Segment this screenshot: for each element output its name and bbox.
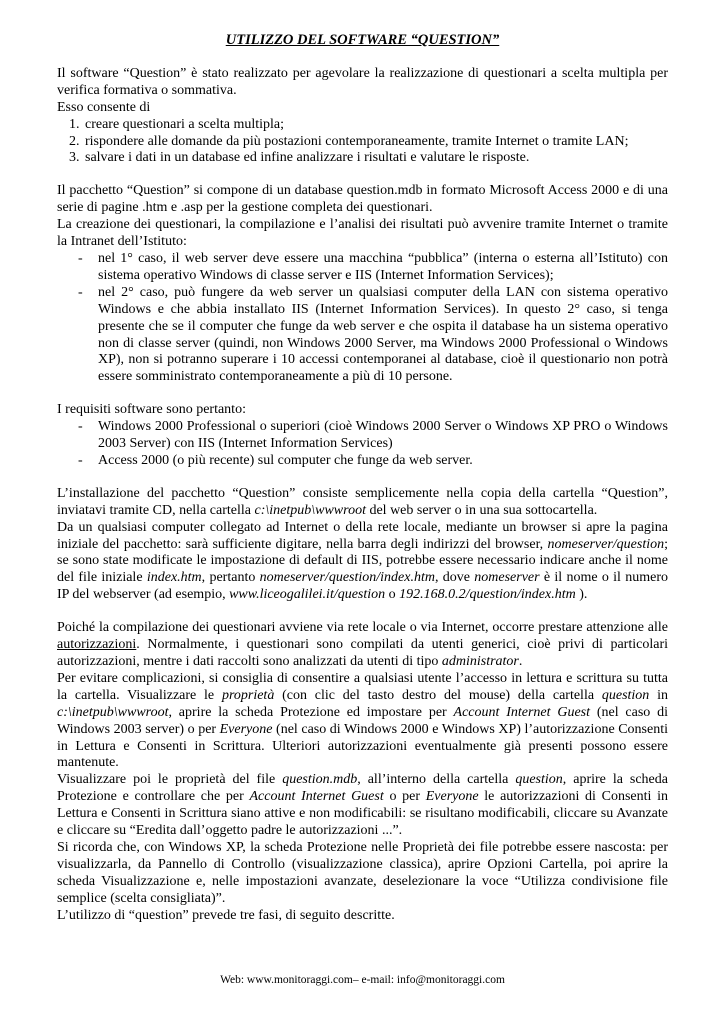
autorizzazioni-link[interactable]: autorizzazioni xyxy=(57,637,137,653)
list-item: 3. salvare i dati in un database ed infine analizzare i risultati e valutare le risposte. xyxy=(83,150,668,167)
requirements-list xyxy=(57,419,668,470)
list-item: - nel 1° caso, il web server deve essere una macchina “pubblica” (interna o esterna all’Istituto) con sistema operativo Windows di classe server e IIS (Internet Information Services); xyxy=(57,251,668,285)
permissions-paragraph: Poiché la compilazione dei questionari avviene via rete locale o via Internet, occorre prestare attenzione alle autorizzazioni. Normalmente, i questionari sono compilati da utenti generici, cioè privi di particolari autorizzazioni, mentre i dati raccolti sono analizzati da utenti di tipo administrator. xyxy=(57,620,668,669)
permissions-paragraph: Per evitare complicazioni, si consiglia di consentire a qualsiasi utente l’accesso in lettura e scrittura su tutta la cartella. Visualizzare le proprietà (con clic del tasto destro del mouse) della cartella question in c:\inetpub\wwwroot, aprire la scheda Protezione ed impostare per Account Internet Guest (nel caso di Windows 2003 server) o per Everyone (nel caso di Windows 2000 e Windows XP) l’autorizzazione Consenti in Lettura e Consenti in Scrittura. Ulteriori autorizzazioni eventualmente già presenti possono essere mantenute. xyxy=(57,670,668,771)
list-item: - nel 2° caso, può fungere da web server un qualsiasi computer della LAN con sistema operativo Windows e che abbia installato IIS (Internet Information Services). In questo 2° caso, si tenga presente che se il computer che funge da web server e che ospita il database ha un sistema operativo non di classe server (quindi, non Windows 2000 Server, ma Windows 2000 Professional o Windows XP), non si potranno superare i 10 accessi contemporanei al database, cioè il questionario non potrà essere somministrato contemporaneamente a più di 10 persone. xyxy=(57,285,668,386)
xp-note-paragraph: Si ricorda che, con Windows XP, la scheda Protezione nelle Proprietà dei file potrebbe essere nascosta: per visualizzarla, da Pannello di Controllo (visualizzazione classica), aprire Opzioni Cartella, poi aprire la scheda Visualizzazione e, nelle impostazioni avanzate, deselezionare la voce “Utilizza condivisione file semplice (scelta consigliata)”. xyxy=(57,839,668,906)
package-paragraph: Il pacchetto “Question” si compone di un database question.mdb in formato Microsoft Access 2000 e di una serie di pagine .htm e .asp per la gestione completa dei questionari. xyxy=(57,183,668,216)
page-footer: Web: www.monitoraggi.com– e-mail: info@monitoraggi.com xyxy=(220,974,505,986)
document-page xyxy=(57,32,668,925)
page-title: UTILIZZO DEL SOFTWARE “QUESTION” xyxy=(225,32,500,48)
permissions-paragraph: Visualizzare poi le proprietà del file question.mdb, all’interno della cartella question, aprire la scheda Protezione e controllare che per Account Internet Guest o per Everyone le autorizzazioni di Consenti in Lettura e Consenti in Scrittura siano attive e non modificabili: se risultano modificabili, cliccare su Avanzate e cliccare su “Eredita dall’oggetto padre le autorizzazioni ...”. xyxy=(57,772,668,839)
list-item: 2. rispondere alle domande da più postazioni contemporaneamente, tramite Internet o tramite LAN; xyxy=(83,134,668,151)
list-item: - Access 2000 (o più recente) sul computer che funge da web server. xyxy=(57,453,668,470)
closing-paragraph: L’utilizzo di “question” prevede tre fasi, di seguito descritte. xyxy=(57,907,395,923)
package-paragraph: La creazione dei questionari, la compilazione e l’analisi dei risultati può avvenire tramite Internet o tramite la Intranet dell’Istituto: xyxy=(57,217,668,250)
intro-lead: Esso consente di xyxy=(57,99,151,115)
cases-list xyxy=(57,251,668,386)
intro-paragraph: Il software “Question” è stato realizzato per agevolare la realizzazione di questionari a scelta multipla per verifica formativa o sommativa. xyxy=(57,65,668,98)
list-item: 1. creare questionari a scelta multipla; xyxy=(83,117,668,134)
install-paragraph: L’installazione del pacchetto “Question” consiste semplicemente nella copia della cartella “Question”, inviatavi tramite CD, nella cartella c:\inetpub\wwwroot del web server o in una sua sottocartella. xyxy=(57,485,668,518)
requirements-heading: I requisiti software sono pertanto: xyxy=(57,402,246,418)
list-item: - Windows 2000 Professional o superiori (cioè Windows 2000 Server o Windows XP PRO o Windows 2003 Server) con IIS (Internet Information Services) xyxy=(57,419,668,453)
install-paragraph: Da un qualsiasi computer collegato ad Internet o della rete locale, mediante un browser si apre la pagina iniziale del pacchetto: sarà sufficiente digitare, nella barra degli indirizzi del browser, nomeserver/question; se sono state modificate le impostazione di default di IIS, potrebbe essere necessario indicare anche il nome del file iniziale index.htm, pertanto nomeserver/question/index.htm, dove nomeserver è il nome o il numero IP del webserver (ad esempio, www.liceogalilei.it/question o 192.168.0.2/question/index.htm ). xyxy=(57,519,668,603)
feature-list xyxy=(57,117,668,168)
